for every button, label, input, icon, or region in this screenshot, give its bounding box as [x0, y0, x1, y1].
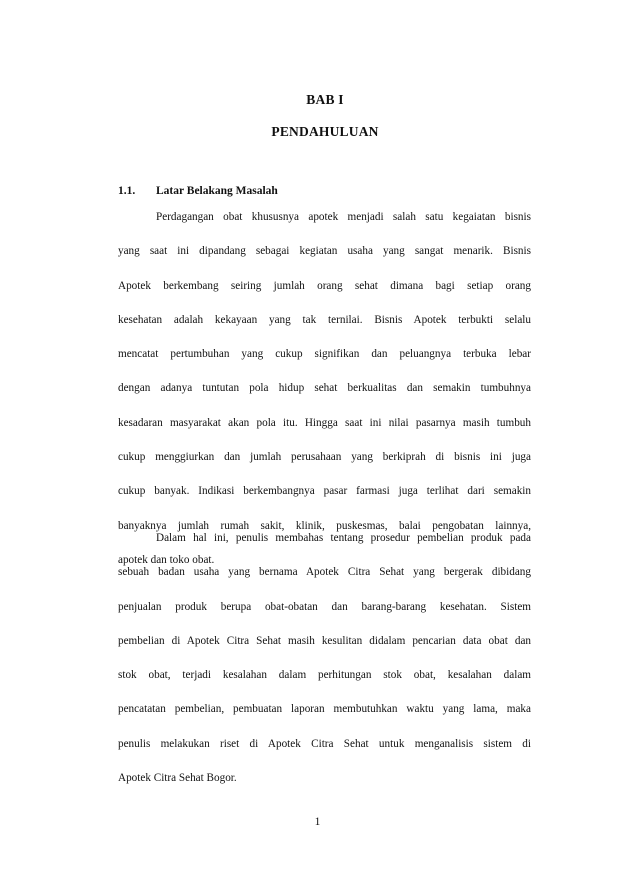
paragraph-2 — [118, 530, 531, 804]
text-line: banyaknya jumlah rumah sakit, klinik, puskesmas, balai pengobatan lainnya, — [118, 519, 531, 532]
text-line: pencatatan pembelian, pembuatan laporan membutuhkan waktu yang lama, maka — [118, 703, 531, 716]
chapter-title: PENDAHULUAN — [271, 124, 379, 139]
text-line: sebuah badan usaha yang bernama Apotek Citra Sehat yang bergerak dibidang — [118, 566, 531, 579]
text-line: kesadaran masyarakat akan pola itu. Hingga saat ini nilai pasarnya masih tumbuh — [118, 416, 531, 429]
page-number: 1 — [314, 816, 321, 828]
chapter-heading: BAB I — [306, 92, 344, 107]
text-line: Perdagangan obat khususnya apotek menjadi salah satu kegaiatan bisnis — [156, 211, 531, 223]
text-line: kesehatan adalah kekayaan yang tak ternilai. Bisnis Apotek terbukti selalu — [118, 313, 531, 326]
text-line: apotek dan toko obat. — [118, 553, 215, 566]
text-line: cukup menggiurkan dan jumlah perusahaan yang berkiprah di bisnis ini juga — [118, 451, 531, 464]
section-heading — [118, 185, 278, 197]
text-line: dengan adanya tuntutan pola hidup sehat berkualitas dan semakin tumbuhnya — [118, 382, 531, 395]
text-line: mencatat pertumbuhan yang cukup signifikan dan peluangnya terbuka lebar — [118, 348, 531, 361]
section-title: Latar Belakang Masalah — [156, 185, 278, 197]
text-line: penjualan produk berupa obat-obatan dan barang-barang kesehatan. Sistem — [118, 600, 531, 613]
text-line: yang saat ini dipandang sebagai kegiatan usaha yang sangat menarik. Bisnis — [118, 245, 531, 258]
text-line: cukup banyak. Indikasi berkembangnya pasar farmasi juga terlihat dari semakin — [118, 485, 531, 498]
text-line: pembelian di Apotek Citra Sehat masih kesulitan didalam pencarian data obat dan — [118, 634, 531, 647]
text-line: penulis melakukan riset di Apotek Citra Sehat untuk menganalisis sistem di — [118, 737, 531, 750]
text-line: Apotek Citra Sehat Bogor. — [118, 772, 237, 785]
section-number: 1.1. — [118, 185, 136, 197]
text-line: Dalam hal ini, penulis membahas tentang prosedur pembelian produk pada — [156, 532, 531, 544]
text-line: stok obat, terjadi kesalahan dalam perhitungan stok obat, kesalahan dalam — [118, 669, 531, 682]
text-line: Apotek berkembang seiring jumlah orang sehat dimana bagi setiap orang — [118, 279, 531, 292]
